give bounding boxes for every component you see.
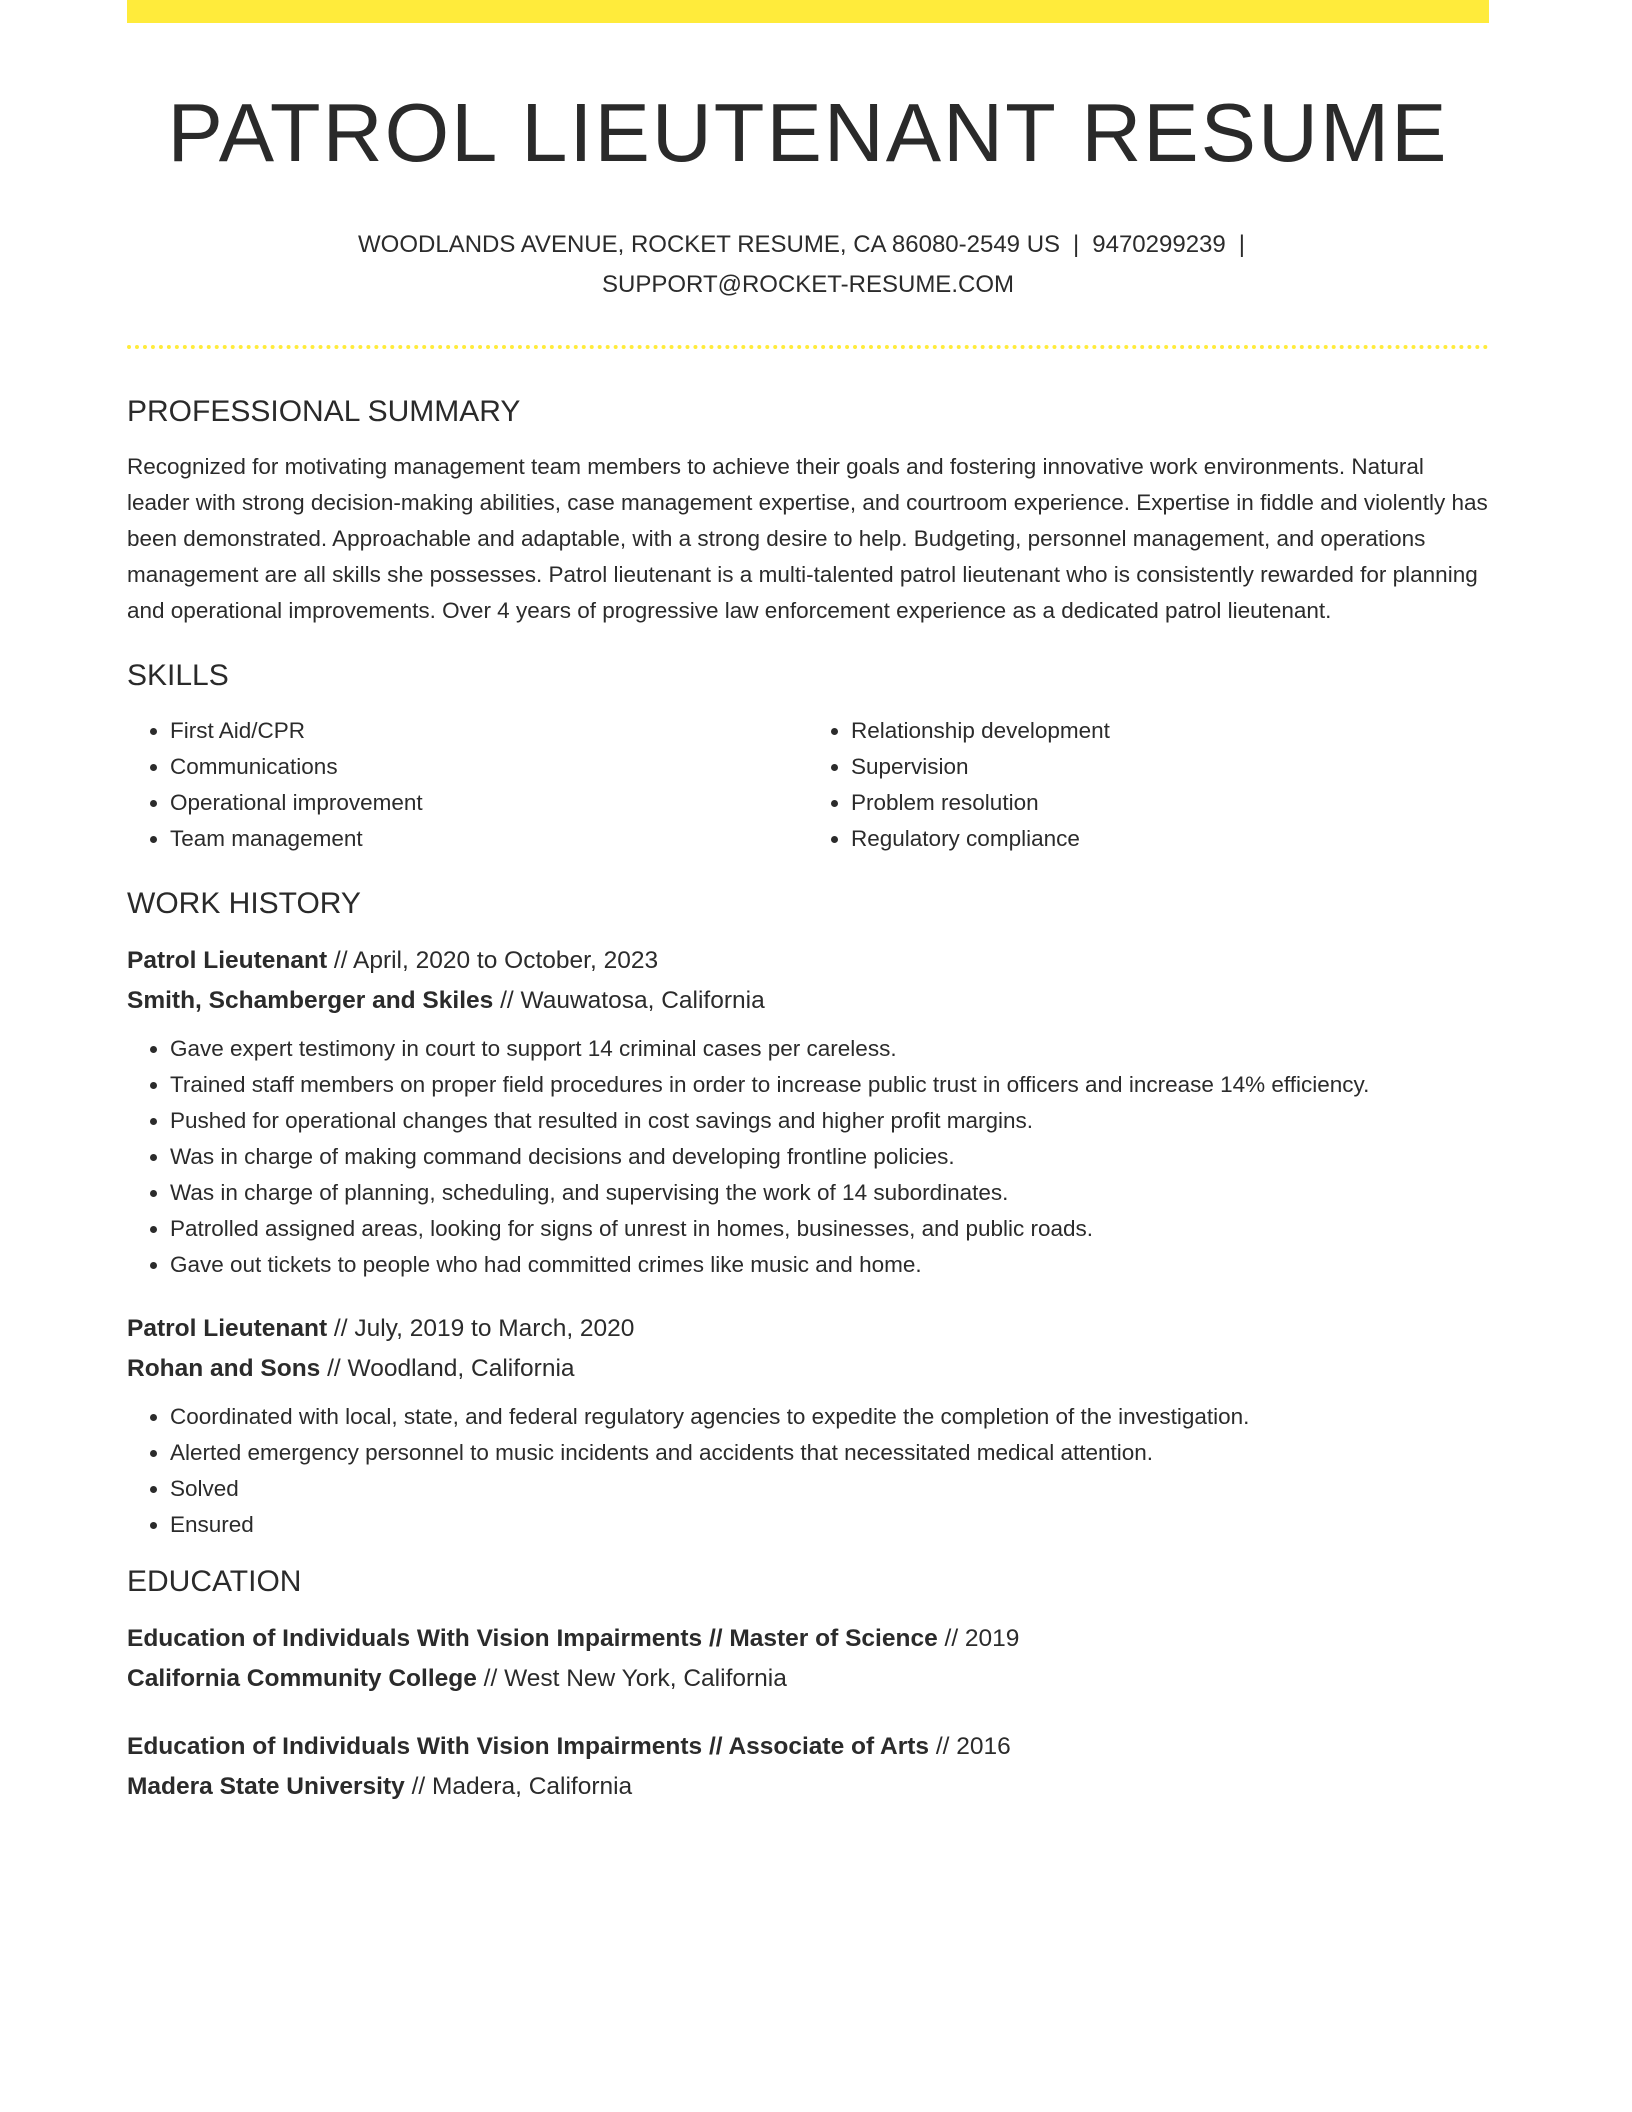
- education-entry: [127, 1619, 1489, 1699]
- contact-phone: 9470299239: [1092, 231, 1226, 258]
- education-entry: [127, 1727, 1489, 1807]
- job-dates: // July, 2019 to March, 2020: [327, 1315, 635, 1342]
- job-company: Smith, Schamberger and Skiles: [127, 987, 494, 1014]
- skill-item: • Supervision: [851, 749, 1489, 785]
- job-title-line: [127, 941, 1489, 981]
- job-bullet: • Trained staff members on proper field procedures in order to increase public trust in officers and increase 14% efficiency.: [170, 1067, 1489, 1103]
- skill-item: • Communications: [170, 749, 808, 785]
- skill-item: • Relationship development: [851, 713, 1489, 749]
- contact-email: SUPPORT@ROCKET-RESUME.COM: [602, 271, 1014, 298]
- accent-top-bar: [127, 0, 1489, 23]
- job-bullet: • Patrolled assigned areas, looking for signs of unrest in homes, businesses, and public roads.: [170, 1211, 1489, 1247]
- education-year: // 2019: [937, 1625, 1020, 1652]
- education-heading: EDUCATION: [127, 1565, 302, 1598]
- skills-list: [127, 713, 1489, 857]
- job-entry: [127, 941, 1489, 1283]
- skill-item: • Problem resolution: [851, 785, 1489, 821]
- education-degree-line: [127, 1619, 1489, 1659]
- job-bullets: [127, 1399, 1489, 1543]
- job-company-line: [127, 981, 1489, 1021]
- work-history-heading: WORK HISTORY: [127, 887, 361, 920]
- job-dates: // April, 2020 to October, 2023: [327, 947, 659, 974]
- education-degree-line: [127, 1727, 1489, 1767]
- job-entry: [127, 1309, 1489, 1543]
- summary-text: Recognized for motivating management team members to achieve their goals and fostering innovative work environments. Natural leader with strong decision-making abilities, case management expertise, and courtroom experience. Expertise in fiddle and violently has been demonstrated. Approachable and adaptable, with a strong desire to help. Budgeting, personnel management, and operations management are all skills she possesses. Patrol lieutenant is a multi-talented patrol lieutenant who is consistently rewarded for planning and operational improvements. Over 4 years of progressive law enforcement experience as a dedicated patrol lieutenant.: [127, 454, 1488, 623]
- job-bullet: • Was in charge of making command decisions and developing frontline policies.: [170, 1139, 1489, 1175]
- contact-separator: |: [1238, 231, 1245, 258]
- education-location: // West New York, California: [476, 1665, 787, 1692]
- job-bullet: • Pushed for operational changes that resulted in cost savings and higher profit margins.: [170, 1103, 1489, 1139]
- dotted-divider: [127, 345, 1489, 349]
- resume-title: PATROL LIEUTENANT RESUME: [167, 86, 1449, 179]
- job-bullet: • Solved: [170, 1471, 1489, 1507]
- job-company-line: [127, 1349, 1489, 1389]
- job-bullets: [127, 1031, 1489, 1283]
- education-school: Madera State University: [127, 1773, 405, 1800]
- skill-item: • Regulatory compliance: [851, 821, 1489, 857]
- job-bullet: • Gave expert testimony in court to support 14 criminal cases per careless.: [170, 1031, 1489, 1067]
- job-company: Rohan and Sons: [127, 1355, 321, 1382]
- skill-item: • First Aid/CPR: [170, 713, 808, 749]
- job-title-line: [127, 1309, 1489, 1349]
- skills-heading: SKILLS: [127, 659, 229, 692]
- education-year: // 2016: [929, 1733, 1011, 1760]
- education-school-line: [127, 1659, 1489, 1699]
- job-bullet: • Coordinated with local, state, and federal regulatory agencies to expedite the completion of the investigation.: [170, 1399, 1489, 1435]
- job-location: // Woodland, California: [320, 1355, 575, 1382]
- education-school: California Community College: [127, 1665, 477, 1692]
- resume-page: [127, 0, 1489, 1807]
- contact-address: WOODLANDS AVENUE, ROCKET RESUME, CA 86080-2549 US: [358, 231, 1061, 258]
- contact-info: [127, 225, 1489, 305]
- job-location: // Wauwatosa, California: [493, 987, 765, 1014]
- job-title: Patrol Lieutenant: [127, 947, 328, 974]
- education-school-line: [127, 1767, 1489, 1807]
- skill-item: • Team management: [170, 821, 808, 857]
- skills-column-left: [127, 713, 808, 857]
- contact-separator: |: [1073, 231, 1080, 258]
- job-bullet: • Was in charge of planning, scheduling, and supervising the work of 14 subordinates.: [170, 1175, 1489, 1211]
- skill-item: • Operational improvement: [170, 785, 808, 821]
- job-bullet: • Alerted emergency personnel to music incidents and accidents that necessitated medical attention.: [170, 1435, 1489, 1471]
- education-degree: Education of Individuals With Vision Impairments // Master of Science: [127, 1625, 938, 1652]
- job-bullet: • Ensured: [170, 1507, 1489, 1543]
- summary-heading: PROFESSIONAL SUMMARY: [127, 395, 521, 428]
- job-title: Patrol Lieutenant: [127, 1315, 328, 1342]
- job-bullet: • Gave out tickets to people who had committed crimes like music and home.: [170, 1247, 1489, 1283]
- education-degree: Education of Individuals With Vision Impairments // Associate of Arts: [127, 1733, 930, 1760]
- skills-column-right: [808, 713, 1489, 857]
- education-location: // Madera, California: [404, 1773, 633, 1800]
